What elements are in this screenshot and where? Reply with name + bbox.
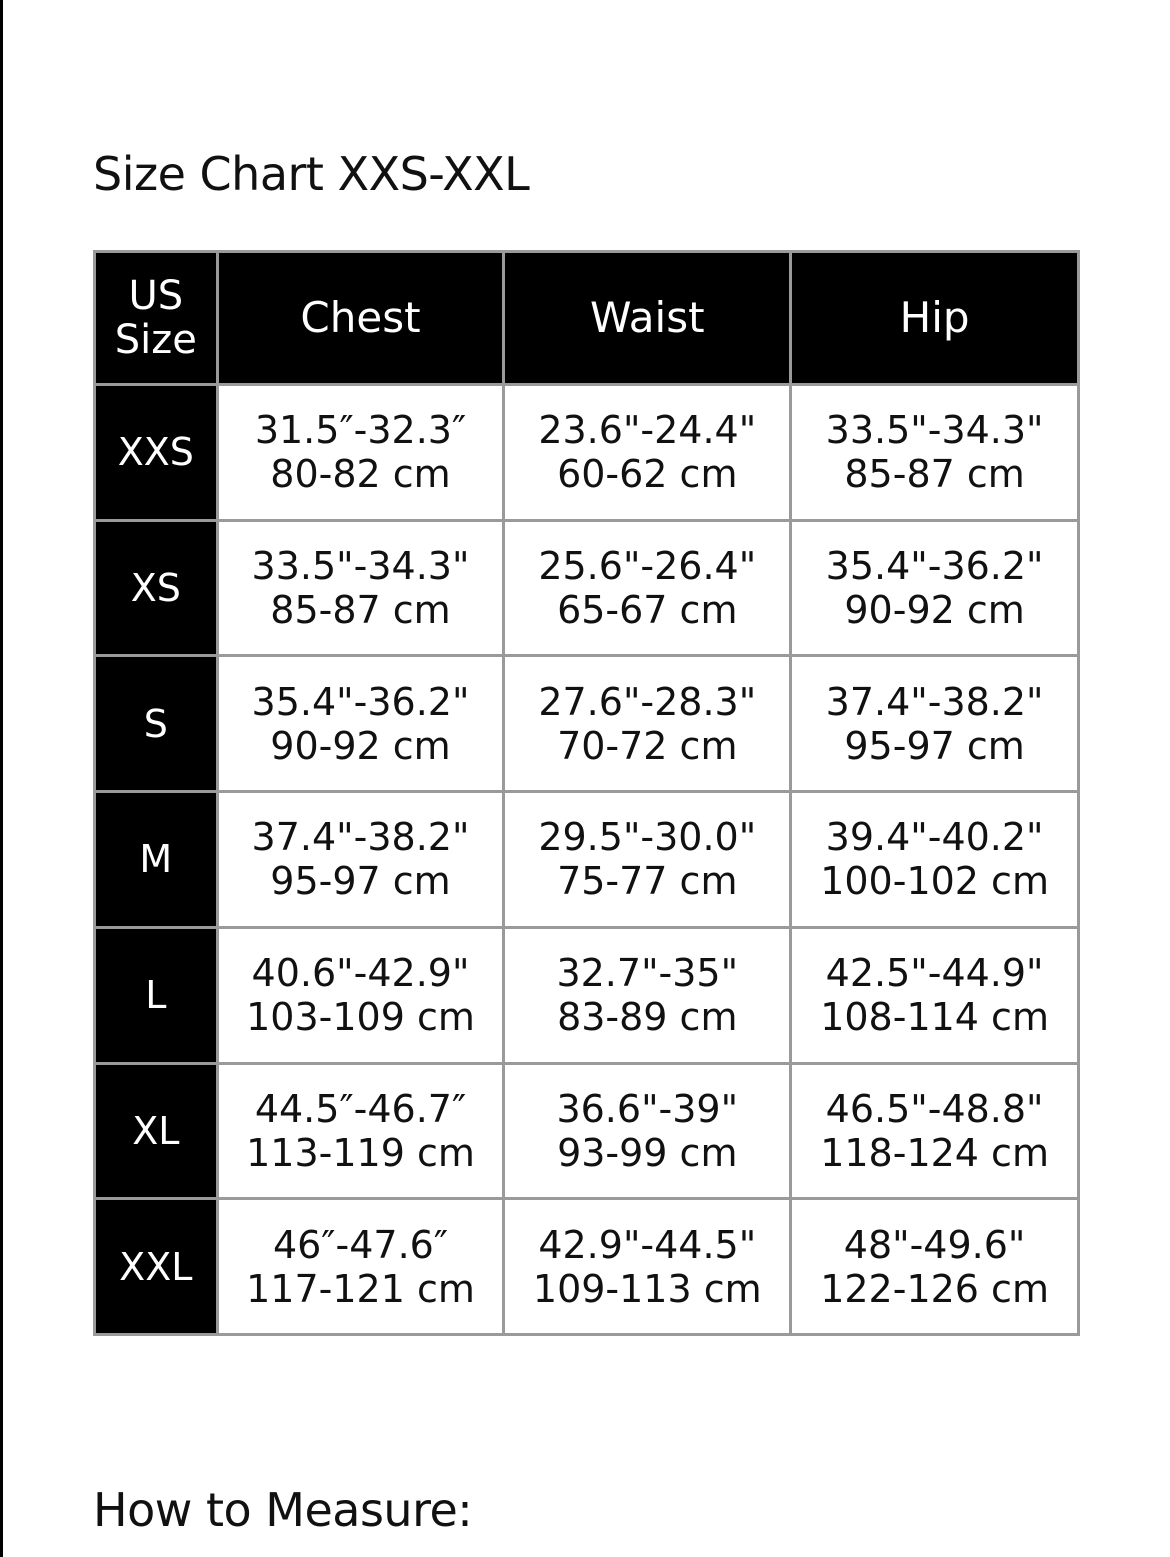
page-title: Size Chart XXS-XXL [93,147,530,201]
table-row [95,1063,1079,1199]
chest-inches: 33.5"-34.3" [251,544,470,589]
size-label-cell: L [95,927,218,1063]
header-hip: Hip [791,252,1079,385]
hip-measurement-cell [791,1063,1079,1199]
waist-measurement-cell [504,656,791,792]
waist-inches: 27.6"-28.3" [538,679,757,724]
hip-centimeters: 95-97 cm [844,723,1025,768]
left-edge-border [0,0,3,1557]
chest-measurement-cell [217,1199,504,1335]
hip-measurement-cell [791,927,1079,1063]
hip-measurement-cell [791,1199,1079,1335]
waist-inches: 36.6"-39" [556,1086,739,1131]
hip-centimeters: 122-126 cm [820,1266,1049,1311]
chest-centimeters: 113-119 cm [246,1130,475,1175]
waist-measurement-cell [504,1063,791,1199]
size-label-cell: XL [95,1063,218,1199]
table-row [95,927,1079,1063]
table-row [95,520,1079,656]
hip-inches: 39.4"-40.2" [825,815,1044,860]
waist-inches: 23.6"-24.4" [538,408,757,453]
header-waist: Waist [504,252,791,385]
header-us-size-line1: US [128,273,184,319]
waist-inches: 29.5"-30.0" [538,815,757,860]
hip-inches: 37.4"-38.2" [825,679,1044,724]
chest-inches: 35.4"-36.2" [251,679,470,724]
waist-measurement-cell [504,1199,791,1335]
waist-centimeters: 83-89 cm [557,995,738,1040]
header-us-size [95,252,218,385]
chest-measurement-cell [217,1063,504,1199]
chest-centimeters: 90-92 cm [270,723,451,768]
hip-measurement-cell [791,792,1079,928]
waist-measurement-cell [504,792,791,928]
table-row [95,1199,1079,1335]
hip-inches: 46.5"-48.8" [825,1086,1044,1131]
chest-centimeters: 80-82 cm [270,452,451,497]
chest-inches: 44.5″-46.7″ [254,1086,467,1131]
chest-measurement-cell [217,385,504,521]
hip-centimeters: 85-87 cm [844,452,1025,497]
table-row [95,792,1079,928]
waist-inches: 42.9"-44.5" [538,1222,757,1267]
table-body [95,385,1079,1335]
chest-inches: 40.6"-42.9" [251,951,470,996]
waist-centimeters: 109-113 cm [532,1266,762,1311]
chest-measurement-cell [217,520,504,656]
hip-inches: 42.5"-44.9" [825,951,1044,996]
waist-inches: 25.6"-26.4" [538,544,757,589]
table-row [95,656,1079,792]
chest-inches: 31.5″-32.3″ [254,408,467,453]
waist-centimeters: 70-72 cm [557,723,738,768]
hip-centimeters: 100-102 cm [820,859,1049,904]
header-us-size-line2: Size [114,317,197,363]
hip-inches: 48"-49.6" [843,1222,1026,1267]
hip-centimeters: 108-114 cm [820,995,1049,1040]
hip-centimeters: 90-92 cm [844,588,1025,633]
how-to-measure-heading: How to Measure: [93,1483,473,1537]
waist-centimeters: 60-62 cm [557,452,738,497]
size-chart-table [93,250,1080,1336]
size-label-cell: XXS [95,385,218,521]
chest-centimeters: 95-97 cm [270,859,451,904]
size-label-cell: M [95,792,218,928]
waist-measurement-cell [504,520,791,656]
size-label-cell: XXL [95,1199,218,1335]
waist-measurement-cell [504,385,791,521]
size-label-cell: S [95,656,218,792]
header-chest: Chest [217,252,504,385]
chest-measurement-cell [217,927,504,1063]
hip-centimeters: 118-124 cm [820,1130,1049,1175]
waist-centimeters: 75-77 cm [557,859,738,904]
chest-centimeters: 117-121 cm [246,1266,475,1311]
table-row [95,385,1079,521]
hip-measurement-cell [791,385,1079,521]
chest-centimeters: 85-87 cm [270,588,451,633]
hip-measurement-cell [791,520,1079,656]
chest-inches: 46″-47.6″ [272,1222,449,1267]
size-label-cell: XS [95,520,218,656]
hip-measurement-cell [791,656,1079,792]
waist-centimeters: 93-99 cm [557,1130,738,1175]
waist-measurement-cell [504,927,791,1063]
chest-measurement-cell [217,792,504,928]
hip-inches: 35.4"-36.2" [825,544,1044,589]
chest-centimeters: 103-109 cm [246,995,475,1040]
waist-inches: 32.7"-35" [556,951,739,996]
table-header-row [95,252,1079,385]
chest-measurement-cell [217,656,504,792]
waist-centimeters: 65-67 cm [557,588,738,633]
hip-inches: 33.5"-34.3" [825,408,1044,453]
chest-inches: 37.4"-38.2" [251,815,470,860]
